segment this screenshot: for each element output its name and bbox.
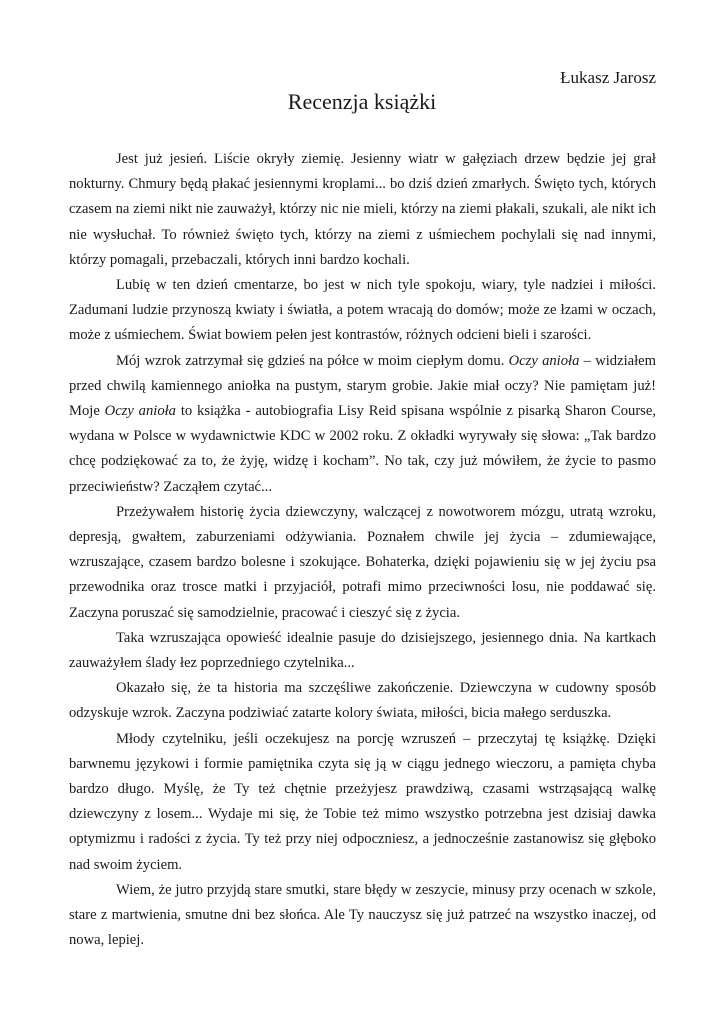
author-name: Łukasz Jarosz — [560, 68, 656, 87]
paragraph-6: Okazało się, że ta historia ma szczęśliwe zakończenie. Dziewczyna w cudowny sposób odzyskuje wzrok. Zaczyna podziwiać zatarte kolory świata, miłości, bicia małego serduszka. — [69, 680, 656, 722]
paragraph-4: Przeżywałem historię życia dziewczyny, walczącej z nowotworem mózgu, utratą wzroku, depresją, gwałtem, zaburzeniami odżywiania. Poznałem chwile jej życia – zdumiewające, wzruszające, czasem bardzo bolesne i szokujące. Bohaterka, dzięki pojawieniu się w jej życiu psa przewodnika oraz trosce matki i przyjaciół, potrafi mimo przeciwności losu, nie poddawać się. Zaczyna poruszać się samodzielnie, pracować i cieszyć się z życia. — [69, 503, 656, 621]
paragraph-3 — [69, 349, 656, 500]
paragraph-2: Lubię w ten dzień cmentarze, bo jest w nich tyle spokoju, wiary, tyle nadziei i miłości. Zadumani ludzie przynoszą kwiaty i światła, a potem wracają do domów; może ze łzami w oczach, może z uśmiechem. Świat bowiem pełen jest kontrastów, różnych odcieni bieli i szarości. — [69, 277, 656, 344]
paragraph-7: Młody czytelniku, jeśli oczekujesz na porcję wzruszeń – przeczytaj tę książkę. Dzięki barwnemu językowi i formie pamiętnika czyta się ją w ciągu jednego wieczoru, a pamięta chyba bardzo długo. Myślę, że Ty też chętnie przeżyjesz prawdziwą, czasami wstrząsającą walkę dziewczyny z losem... Wydaje mi się, że Tobie też mimo wszystko potrzebna jest dzisiaj dawka optymizmu i radości z życia. Ty też przy niej odpoczniesz, a jednocześnie zastanowisz się głęboko nad swoim życiem. — [69, 730, 656, 873]
paragraph-8: Wiem, że jutro przyjdą stare smutki, stare błędy w zeszycie, minusy przy ocenach w szkole, stare z martwienia, smutne dni bez słońca. Ale Ty nauczysz się już patrzeć na wszystko inaczej, od nowa, lepiej. — [69, 881, 656, 949]
paragraph-1: Jest już jesień. Liście okryły ziemię. Jesienny wiatr w gałęziach drzew będzie jej grał nokturny. Chmury będą płakać jesiennymi kroplami... bo dziś dzień zmarłych. Święto tych, których czasem na ziemi nikt nie zauważył, którzy nic nie mieli, którzy na ziemi płakali, szukali, ale nikt ich nie wysłuchał. To również święto tych, którzy na ziemi z uśmiechem pochylali się nad innymi, którzy pomagali, przebaczali, których inni bardzo kochali. — [69, 151, 656, 268]
book-title-italic: Oczy anioła — [508, 352, 580, 369]
document-body — [69, 147, 656, 954]
paragraph-3-part-c: to książka - autobiografia Lisy Reid spisana wspólnie z pisarką Sharon Course, wydana w Polsce w wydawnictwie KDC w 2002 roku. Z okładki wyrywały się słowa: „Tak bardzo chcę podziękować za to, że żyję, widzę i kocham”. No tak, czy już mówiłem, że życie to pasmo przeciwieństw? Zacząłem czytać... — [69, 403, 656, 495]
paragraph-3-part-a: Mój wzrok zatrzymał się gdzieś na półce w moim ciepłym domu. — [116, 352, 509, 369]
book-title-italic: Oczy anioła — [104, 403, 176, 420]
paragraph-5: Taka wzruszająca opowieść idealnie pasuje do dzisiejszego, jesiennego dnia. Na kartkach zauważyłem ślady łez poprzedniego czytelnika... — [69, 629, 656, 672]
document-title: Recenzja książki — [287, 89, 437, 114]
paragraph-3-part-b: – widziałem przed chwilą kamiennego aniołka na pustym, starym grobie. Jakie miał oczy? Nie pamiętam już! Moje — [69, 352, 656, 420]
